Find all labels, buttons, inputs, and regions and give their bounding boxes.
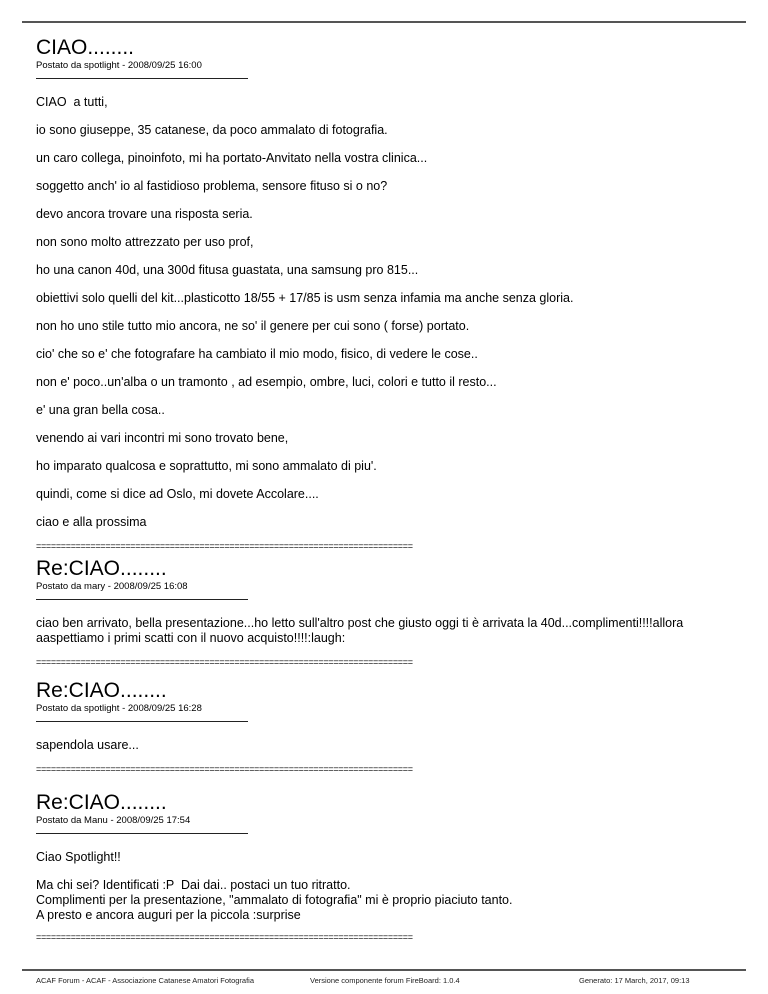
post-paragraph: quindi, come si dice ad Oslo, mi dovete Accolare.... (36, 487, 319, 501)
meta-underline (36, 721, 248, 722)
forum-post (36, 680, 736, 774)
footer-site-name: ACAF Forum - ACAF - Associazione Catanese Amatori Fotografia (36, 976, 255, 985)
post-paragraph: un caro collega, pinoinfoto, mi ha portato-Anvitato nella vostra clinica... (36, 151, 428, 165)
post-title: CIAO........ (36, 36, 135, 59)
post-paragraph: soggetto anch' io al fastidioso problema, sensore fituso si o no? (36, 179, 388, 193)
meta-underline (36, 78, 248, 79)
forum-post (36, 792, 736, 942)
post-paragraph: ho una canon 40d, una 300d fitusa guastata, una samsung pro 815... (36, 263, 419, 277)
forum-post (36, 558, 736, 667)
meta-underline (36, 833, 248, 834)
top-rule (22, 21, 746, 23)
post-paragraph: non e' poco..un'alba o un tramonto , ad esempio, ombre, luci, colori e tutto il resto... (36, 375, 497, 389)
post-paragraph: venendo ai vari incontri mi sono trovato bene, (36, 431, 289, 445)
post-paragraph: ho imparato qualcosa e soprattutto, mi sono ammalato di piu'. (36, 459, 377, 473)
post-body (36, 850, 736, 923)
post-body (36, 738, 736, 753)
meta-underline (36, 599, 248, 600)
footer-version: Versione componente forum FireBoard: 1.0.4 (310, 976, 460, 985)
post-paragraph: non ho uno stile tutto mio ancora, ne so' il genere per cui sono ( forse) portato. (36, 319, 470, 333)
post-paragraph: Ma chi sei? Identificati :P Dai dai.. postaci un tuo ritratto. Complimenti per la presentazione, "ammalato di fotografia" mi è proprio piaciuto tanto. A presto e ancora auguri per la piccola :surprise (36, 878, 513, 922)
post-paragraph: obiettivi solo quelli del kit...plasticotto 18/55 + 17/85 is usm senza infamia ma anche senza gloria. (36, 291, 574, 305)
post-separator: ============================================================================ (36, 541, 413, 551)
post-separator: ============================================================================ (36, 932, 413, 942)
post-meta: Postato da Manu - 2008/09/25 17:54 (36, 815, 191, 826)
post-paragraph: ciao ben arrivato, bella presentazione...ho letto sull'altro post che giusto oggi ti è arrivata la 40d...complimenti!!!!allora aaspettiamo i primi scatti con il nuovo acquisto!!!!:laugh: (36, 616, 684, 645)
post-separator: ============================================================================ (36, 657, 413, 667)
post-paragraph: devo ancora trovare una risposta seria. (36, 207, 253, 221)
post-title: Re:CIAO........ (36, 557, 167, 580)
forum-post (36, 37, 736, 551)
post-meta: Postato da mary - 2008/09/25 16:08 (36, 581, 188, 592)
post-title: Re:CIAO........ (36, 791, 167, 814)
post-meta: Postato da spotlight - 2008/09/25 16:00 (36, 60, 202, 71)
post-meta: Postato da spotlight - 2008/09/25 16:28 (36, 703, 202, 714)
post-paragraph: non sono molto attrezzato per uso prof, (36, 235, 254, 249)
post-separator: ============================================================================ (36, 764, 413, 774)
post-title: Re:CIAO........ (36, 679, 167, 702)
post-body (36, 95, 736, 530)
post-paragraph: CIAO a tutti, (36, 95, 108, 109)
post-paragraph: io sono giuseppe, 35 catanese, da poco ammalato di fotografia. (36, 123, 388, 137)
post-body (36, 616, 736, 646)
post-paragraph: sapendola usare... (36, 738, 139, 752)
post-paragraph: e' una gran bella cosa.. (36, 403, 165, 417)
post-paragraph: ciao e alla prossima (36, 515, 147, 529)
post-paragraph: Ciao Spotlight!! (36, 850, 121, 864)
footer-rule (22, 969, 746, 971)
footer-generated-date: Generato: 17 March, 2017, 09:13 (579, 976, 690, 985)
post-paragraph: cio' che so e' che fotografare ha cambiato il mio modo, fisico, di vedere le cose.. (36, 347, 478, 361)
